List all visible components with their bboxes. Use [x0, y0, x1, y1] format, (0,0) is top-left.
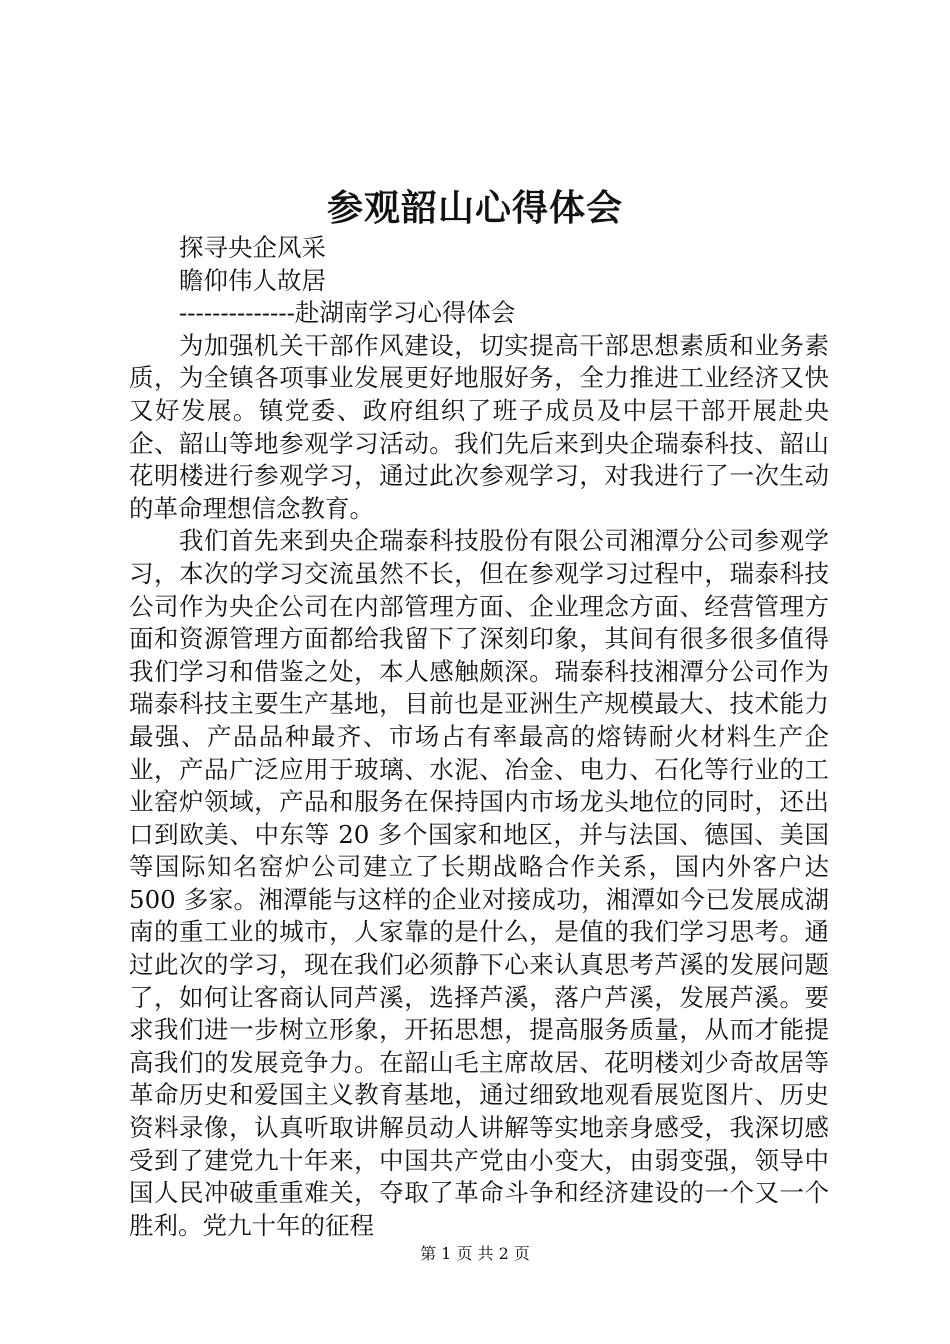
paragraph-intro: 为加强机关干部作风建设，切实提高干部思想素质和业务素质，为全镇各项事业发展更好地服好务，全力推进工业经济又快又好发展。镇党委、政府组织了班子成员及中层干部开展赴央企、韶山等地参观学习活动。我们先后来到央企瑞泰科技、韶山花明楼进行参观学习，通过此次参观学习，对我进行了一次生动的革命理想信念教育。: [129, 330, 829, 523]
document-title: 参观韶山心得体会: [326, 187, 623, 229]
document-body: [129, 232, 829, 1242]
page-footer: 第 1 页 共 2 页: [420, 1244, 530, 1263]
paragraph-main: 我们首先来到央企瑞泰科技股份有限公司湘潭分公司参观学习，本次的学习交流虽然不长，但在参观学习过程中，瑞泰科技公司作为央企公司在内部管理方面、企业理念方面、经营管理方面和资源管理方面都给我留下了深刻印象，其间有很多很多值得我们学习和借鉴之处，本人感触颇深。瑞泰科技湘潭分公司作为瑞泰科技主要生产基地，目前也是亚洲生产规模最大、技术能力最强、产品品种最齐、市场占有率最高的熔铸耐火材料生产企业，产品广泛应用于玻璃、水泥、冶金、电力、石化等行业的工业窑炉领域，产品和服务在保持国内市场龙头地位的同时，还出口到欧美、中东等 20 多个国家和地区，并与法国、德国、美国等国际知名窑炉公司建立了长期战略合作关系，国内外客户达 500 多家。湘潭能与这样的企业对接成功，湘潭如今已发展成湖南的重工业的城市，人家靠的是什么，是值的我们学习思考。通过此次的学习，现在我们必须静下心来认真思考芦溪的发展问题了，如何让客商认同芦溪，选择芦溪，落户芦溪，发展芦溪。要求我们进一步树立形象，开拓思想，提高服务质量，从而才能提高我们的发展竞争力。在韶山毛主席故居、花明楼刘少奇故居等革命历史和爱国主义教育基地，通过细致地观看展览图片、历史资料录像，认真听取讲解员动人讲解等实地亲身感受，我深切感受到了建党九十年来，中国共产党由小变大，由弱变强，领导中国人民冲破重重难关，夺取了革命斗争和经济建设的一个又一个胜利。党九十年的征程: [129, 526, 829, 1240]
subtitle-line-1: 探寻央企风采: [179, 233, 326, 262]
subtitle-line-2: 瞻仰伟人故居: [179, 265, 326, 295]
subtitle-line-3: --------------赴湖南学习心得体会: [179, 298, 516, 328]
